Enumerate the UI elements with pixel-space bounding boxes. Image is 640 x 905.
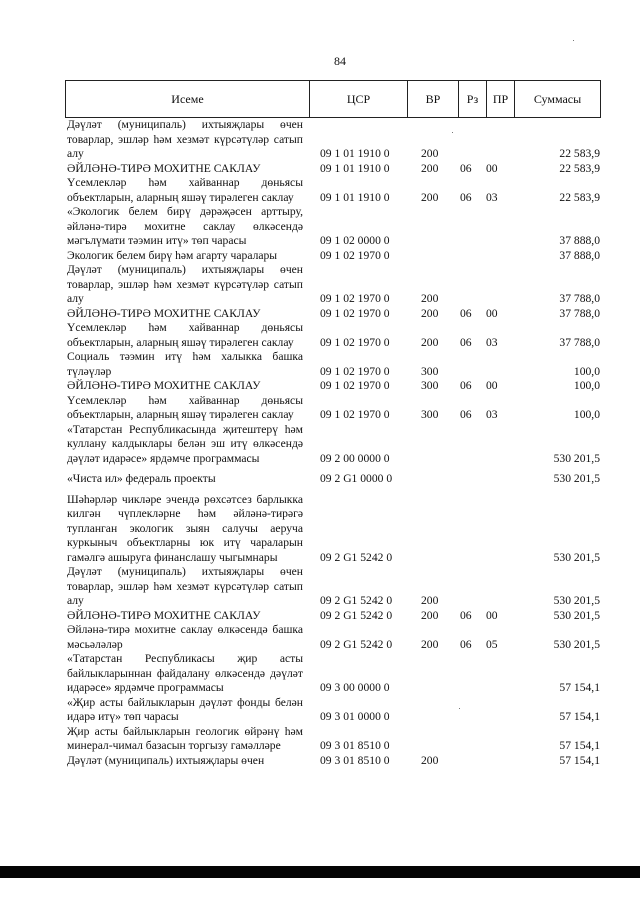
row-codes	[66, 472, 600, 487]
row-csr: 09 1 02 1970 0	[320, 335, 390, 349]
table-row	[66, 725, 600, 754]
row-codes	[66, 754, 600, 769]
row-vr: 200	[421, 637, 439, 651]
table-row	[66, 754, 600, 769]
row-name: «Җир асты байлыкларын дәүләт фонды белән идарә итү» төп чарасы	[67, 695, 303, 723]
row-name: Социаль тәэмин итү һәм халыкка башка түләүләр	[67, 350, 303, 378]
row-codes	[66, 191, 600, 206]
row-codes	[66, 234, 600, 249]
row-vr: 200	[421, 161, 439, 175]
row-sum: 37 788,0	[559, 306, 600, 320]
row-name: «Татарстан Республикасында җитештерү һәм куллану калдыклары белән эш итү өлкәсендә дәүләт идарәсе» ярдәмче программасы	[67, 422, 303, 465]
row-name: Дәүләт (муниципаль) ихтыяҗлары өчен товарлар, эшләр һәм хезмәт күрсәтүләр сатып алу	[67, 263, 303, 305]
row-codes	[66, 681, 600, 696]
row-sum: 530 201,5	[553, 451, 600, 465]
table-body	[66, 118, 600, 768]
row-name: Җир асты байлыкларын геологик өйрәнү һәм минерал-чимал базасын торгызу гамәлләре	[67, 724, 303, 752]
row-name: Дәүләт (муниципаль) ихтыяҗлары өчен	[67, 753, 265, 767]
row-pr: 03	[486, 190, 498, 204]
row-rz: 06	[460, 161, 472, 175]
row-name: Үсемлекләр һәм хайваннар дөньясы объектларын, аларның яшәү тирәлеген саклау	[67, 176, 303, 204]
row-csr: 09 1 02 1970 0	[320, 248, 390, 262]
table-row	[66, 176, 600, 205]
row-sum: 57 154,1	[559, 753, 600, 767]
row-name: Үсемлекләр һәм хайваннар дөньясы объектларын, аларның яшәү тирәлеген саклау	[67, 321, 303, 349]
row-pr: 03	[486, 335, 498, 349]
row-csr: 09 2 G1 5242 0	[320, 594, 393, 607]
row-codes	[66, 609, 600, 624]
row-sum: 37 888,0	[559, 248, 600, 262]
table-row	[66, 394, 600, 423]
row-codes	[66, 379, 600, 394]
table-row	[66, 118, 600, 162]
row-codes	[66, 336, 600, 351]
row-sum: 530 201,5	[553, 594, 600, 607]
row-rz: 06	[460, 408, 472, 421]
row-csr: 09 2 G1 5242 0	[320, 608, 393, 622]
row-codes	[66, 452, 600, 467]
row-pr: 00	[486, 306, 498, 320]
row-pr: 03	[486, 408, 498, 421]
table-row	[66, 609, 600, 624]
row-pr: 00	[486, 161, 498, 175]
row-codes	[66, 365, 600, 380]
row-name: Дәүләт (муниципаль) ихтыяҗлары өчен товарлар, эшләр һәм хезмәт күрсәтүләр сатып алу	[67, 118, 303, 160]
row-codes	[66, 638, 600, 653]
row-csr: 09 2 00 0000 0	[320, 451, 390, 465]
row-rz: 06	[460, 306, 472, 320]
row-name: ӘЙЛӘНӘ-ТИРӘ МОХИТНЕ САКЛАУ	[67, 161, 261, 175]
row-sum: 57 154,1	[559, 739, 600, 752]
row-sum: 57 154,1	[559, 681, 600, 694]
row-codes	[66, 147, 600, 162]
row-rz: 06	[460, 637, 472, 651]
row-vr: 300	[421, 379, 439, 392]
row-sum: 57 154,1	[559, 710, 600, 723]
row-name: Шәһәрләр чикләре эчендә рөхсәтсез барлыкка килгән чүплекләрне һәм әйләнә-тирәгә тупланган экологик зыян салучы аеруча куркыныч объектларны юк итү чараларын гамәлгә ашыруга финанслашу чыгымнары	[67, 492, 303, 564]
row-sum: 100,0	[573, 408, 600, 421]
scan-bottom-border	[0, 866, 640, 878]
row-rz: 06	[460, 608, 472, 622]
table-row	[66, 493, 600, 566]
row-name: Үсемлекләр һәм хайваннар дөньясы объектларын, аларның яшәү тирәлеген саклау	[67, 393, 303, 421]
row-csr: 09 2 G1 5242 0	[320, 637, 393, 651]
table-row	[66, 350, 600, 379]
header-sum-column: Суммасы	[514, 81, 600, 117]
row-vr: 300	[421, 408, 439, 421]
row-codes	[66, 408, 600, 423]
row-pr: 05	[486, 637, 498, 651]
row-vr: 200	[421, 335, 439, 349]
row-name: «Экологик белем бирү дәрәҗәсен арттыру, әйләнә-тирә мохитне саклау өлкәсендә мәгълүмати тәэмин итү» төп чарасы	[67, 205, 303, 247]
row-name: Әйләнә-тирә мохитне саклау өлкәсендә башка мәсьәләләр	[67, 623, 303, 651]
row-sum: 22 583,9	[559, 161, 600, 175]
row-vr: 300	[421, 364, 439, 378]
row-rz: 06	[460, 379, 472, 392]
row-name: «Татарстан Республикасы җир асты байлыкларыннан файдалану өлкәсендә дәүләт идарәсе» ярдәмче программасы	[67, 652, 303, 694]
scan-speck	[459, 708, 460, 709]
row-csr: 09 1 02 0000 0	[320, 234, 390, 247]
row-sum: 37 788,0	[559, 335, 600, 349]
row-csr: 09 1 02 1970 0	[320, 408, 390, 421]
row-codes	[66, 551, 600, 566]
table-row	[66, 652, 600, 696]
row-vr: 200	[421, 306, 439, 320]
header-rz-column: Рз	[458, 81, 486, 117]
table-row	[66, 205, 600, 249]
header-vr-column: ВР	[407, 81, 458, 117]
row-vr: 200	[421, 147, 439, 160]
row-sum: 22 583,9	[559, 147, 600, 160]
row-vr: 200	[421, 753, 439, 767]
table-row	[66, 249, 600, 264]
row-csr: 09 3 00 0000 0	[320, 681, 390, 694]
row-name: ӘЙЛӘНӘ-ТИРӘ МОХИТНЕ САКЛАУ	[67, 379, 261, 392]
table-row	[66, 696, 600, 725]
table-header	[65, 80, 601, 118]
row-codes	[66, 292, 600, 307]
row-name: ӘЙЛӘНӘ-ТИРӘ МОХИТНЕ САКЛАУ	[67, 608, 261, 622]
row-sum: 100,0	[573, 364, 600, 378]
row-rz: 06	[460, 335, 472, 349]
row-name: Экологик белем бирү һәм агарту чаралары	[67, 248, 278, 262]
row-pr: 00	[486, 379, 498, 392]
row-pr: 00	[486, 608, 498, 622]
header-pr-column: ПР	[486, 81, 514, 117]
table-row	[66, 307, 600, 322]
table-row	[66, 162, 600, 177]
row-csr: 09 3 01 0000 0	[320, 710, 390, 723]
row-csr: 09 3 01 8510 0	[320, 739, 390, 752]
row-codes	[66, 594, 600, 609]
table-row	[66, 321, 600, 350]
table-row	[66, 472, 600, 487]
table-row	[66, 423, 600, 467]
table-row	[66, 263, 600, 307]
row-sum: 530 201,5	[553, 637, 600, 651]
row-codes	[66, 739, 600, 754]
table-row	[66, 565, 600, 609]
row-codes	[66, 710, 600, 725]
row-vr: 200	[421, 292, 439, 305]
row-name: ӘЙЛӘНӘ-ТИРӘ МОХИТНЕ САКЛАУ	[67, 306, 261, 320]
row-vr: 200	[421, 608, 439, 622]
row-csr: 09 1 01 1910 0	[320, 147, 390, 160]
row-csr: 09 1 01 1910 0	[320, 161, 390, 175]
header-name-column: Исеме	[171, 92, 204, 106]
row-rz: 06	[460, 190, 472, 204]
row-vr: 200	[421, 190, 439, 204]
table-row	[66, 379, 600, 394]
row-sum: 530 201,5	[553, 550, 600, 564]
row-sum: 37 788,0	[559, 292, 600, 305]
row-vr: 200	[421, 594, 439, 607]
row-csr: 09 3 01 8510 0	[320, 753, 390, 767]
row-name: «Чиста ил» федераль проекты	[67, 472, 216, 485]
row-sum: 22 583,9	[559, 190, 600, 204]
row-csr: 09 1 01 1910 0	[320, 190, 390, 204]
row-csr: 09 2 G1 0000 0	[320, 472, 393, 485]
header-csr-column: ЦСР	[309, 81, 407, 117]
row-csr: 09 1 02 1970 0	[320, 292, 390, 305]
row-sum: 37 888,0	[559, 234, 600, 247]
row-csr: 09 1 02 1970 0	[320, 379, 390, 392]
scan-speck	[452, 132, 453, 133]
scan-speck	[573, 40, 574, 41]
row-codes	[66, 249, 600, 264]
row-sum: 530 201,5	[553, 472, 600, 485]
row-name: Дәүләт (муниципаль) ихтыяҗлары өчен товарлар, эшләр һәм хезмәт күрсәтүләр сатып алу	[67, 565, 303, 607]
row-codes	[66, 307, 600, 322]
row-sum: 530 201,5	[553, 608, 600, 622]
row-csr: 09 1 02 1970 0	[320, 306, 390, 320]
table-row	[66, 623, 600, 652]
row-codes	[66, 162, 600, 177]
page-number: 84	[334, 54, 346, 68]
row-sum: 100,0	[573, 379, 600, 392]
row-csr: 09 1 02 1970 0	[320, 364, 390, 378]
row-csr: 09 2 G1 5242 0	[320, 550, 393, 564]
